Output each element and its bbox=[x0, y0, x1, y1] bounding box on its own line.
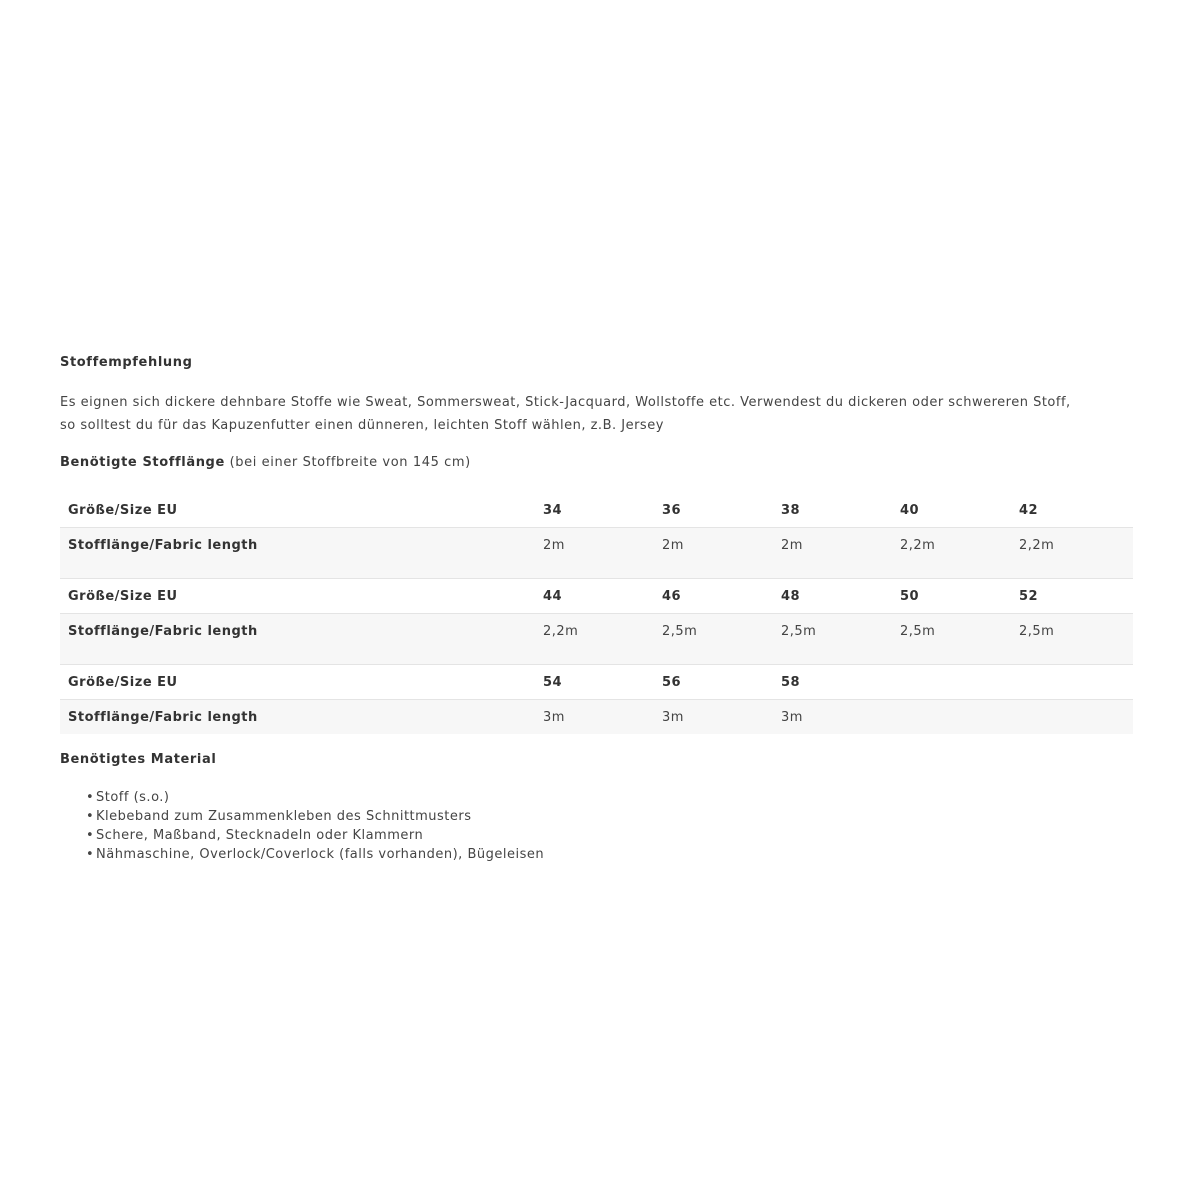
table-row-lengths bbox=[60, 614, 1133, 648]
length-cell: 2m bbox=[781, 537, 803, 553]
bullet-icon: • bbox=[86, 828, 95, 843]
length-cell: 2m bbox=[662, 537, 684, 553]
list-item-text: Klebeband zum Zusammenkleben des Schnittmusters bbox=[96, 809, 472, 824]
bullet-icon: • bbox=[86, 790, 95, 805]
size-cell: 50 bbox=[900, 588, 920, 604]
size-cell: 40 bbox=[900, 502, 920, 518]
table-row-lengths bbox=[60, 700, 1133, 734]
size-cell: 52 bbox=[1019, 588, 1039, 604]
list-item-text: Stoff (s.o.) bbox=[96, 790, 170, 805]
table-row-lengths bbox=[60, 528, 1133, 562]
fabric-length-table bbox=[60, 493, 1133, 734]
fabric-recommendation-title: Stoffempfehlung bbox=[60, 355, 193, 370]
length-label: Stofflänge/Fabric length bbox=[68, 537, 258, 553]
size-cell: 58 bbox=[781, 674, 801, 690]
fabric-recommendation-line-1: Es eignen sich dickere dehnbare Stoffe wie Sweat, Sommersweat, Stick-Jacquard, Wollstoffe etc. Verwendest du dickeren oder schwereren Stoff, bbox=[60, 395, 1071, 410]
size-label: Größe/Size EU bbox=[68, 588, 178, 604]
fabric-length-heading bbox=[60, 453, 1133, 473]
list-item bbox=[86, 807, 1133, 826]
length-cell: 3m bbox=[543, 709, 565, 725]
length-label: Stofflänge/Fabric length bbox=[68, 623, 258, 639]
length-cell: 2,5m bbox=[662, 623, 698, 639]
size-label: Größe/Size EU bbox=[68, 502, 178, 518]
fabric-length-note: (bei einer Stoffbreite von 145 cm) bbox=[229, 455, 471, 470]
materials-list bbox=[60, 788, 1133, 864]
fabric-length-title: Benötigte Stofflänge bbox=[60, 455, 225, 470]
list-item bbox=[86, 826, 1133, 845]
length-cell: 2,5m bbox=[781, 623, 817, 639]
length-label: Stofflänge/Fabric length bbox=[68, 709, 258, 725]
size-cell: 34 bbox=[543, 502, 563, 518]
length-cell: 2,5m bbox=[1019, 623, 1055, 639]
list-item-text: Nähmaschine, Overlock/Coverlock (falls vorhanden), Bügeleisen bbox=[96, 847, 545, 862]
size-cell: 36 bbox=[662, 502, 682, 518]
list-item-text: Schere, Maßband, Stecknadeln oder Klammern bbox=[96, 828, 424, 843]
size-cell: 38 bbox=[781, 502, 801, 518]
size-cell: 54 bbox=[543, 674, 563, 690]
size-cell: 48 bbox=[781, 588, 801, 604]
table-row-sizes bbox=[60, 665, 1133, 700]
list-item bbox=[86, 788, 1133, 807]
size-cell: 46 bbox=[662, 588, 682, 604]
size-cell: 56 bbox=[662, 674, 682, 690]
materials-title: Benötigtes Material bbox=[60, 752, 217, 767]
table-spacer-row bbox=[60, 648, 1133, 665]
fabric-recommendation-line-2: so solltest du für das Kapuzenfutter einen dünneren, leichten Stoff wählen, z.B. Jersey bbox=[60, 418, 664, 433]
length-cell: 2,2m bbox=[900, 537, 936, 553]
table-row-sizes bbox=[60, 579, 1133, 614]
product-description bbox=[60, 353, 1133, 864]
length-cell: 2,5m bbox=[900, 623, 936, 639]
length-cell: 2m bbox=[543, 537, 565, 553]
length-cell: 3m bbox=[662, 709, 684, 725]
list-item bbox=[86, 845, 1133, 864]
size-cell: 42 bbox=[1019, 502, 1039, 518]
length-cell: 2,2m bbox=[1019, 537, 1055, 553]
size-label: Größe/Size EU bbox=[68, 674, 178, 690]
bullet-icon: • bbox=[86, 809, 95, 824]
bullet-icon: • bbox=[86, 847, 95, 862]
fabric-recommendation-text bbox=[60, 391, 1133, 437]
size-cell: 44 bbox=[543, 588, 563, 604]
length-cell: 3m bbox=[781, 709, 803, 725]
table-row-sizes bbox=[60, 493, 1133, 528]
table-spacer-row bbox=[60, 562, 1133, 579]
length-cell: 2,2m bbox=[543, 623, 579, 639]
